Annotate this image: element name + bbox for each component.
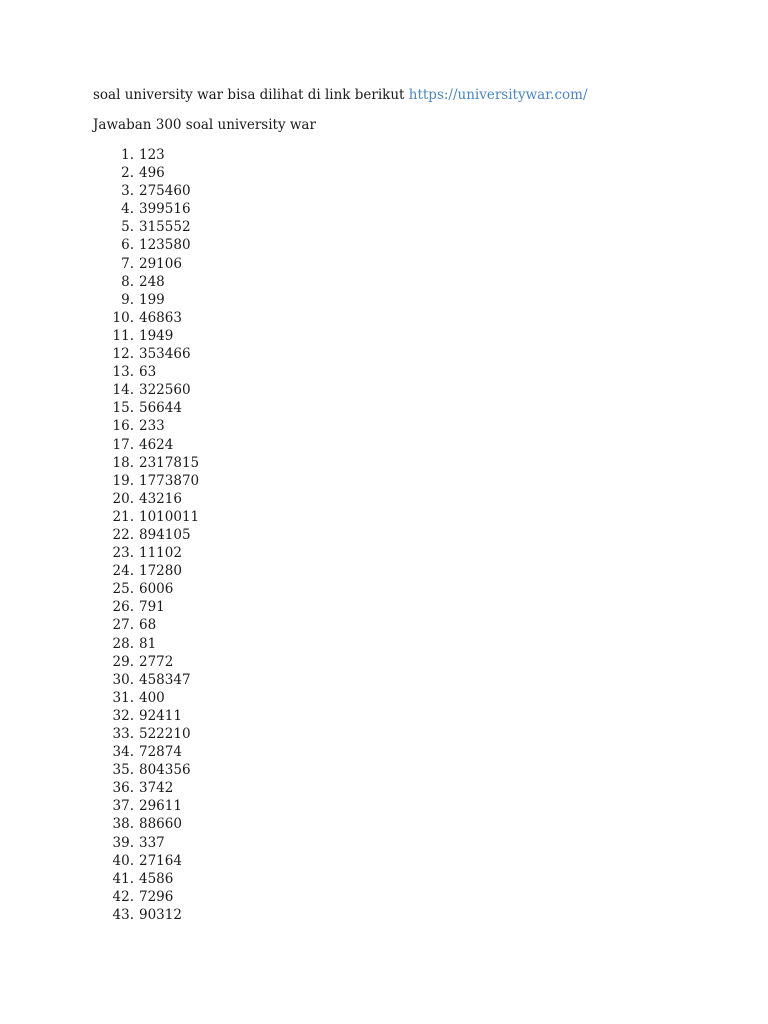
answer-number: 10. bbox=[112, 309, 134, 326]
answer-value: 27164 bbox=[139, 852, 182, 869]
answer-number: 23. bbox=[112, 545, 134, 562]
answer-value: 400 bbox=[139, 689, 165, 706]
answer-value: 63 bbox=[139, 364, 157, 381]
answer-value: 322560 bbox=[139, 382, 191, 399]
answer-value: 72874 bbox=[139, 744, 182, 761]
answer-value: 233 bbox=[139, 418, 165, 435]
answer-value: 458347 bbox=[139, 671, 191, 688]
answer-number: 2. bbox=[121, 165, 134, 182]
answer-value: 123580 bbox=[139, 237, 191, 254]
answer-value: 1949 bbox=[139, 327, 174, 344]
answer-number: 17. bbox=[112, 436, 134, 453]
answer-number: 41. bbox=[112, 870, 134, 887]
answer-number: 25. bbox=[112, 581, 134, 598]
answer-value: 804356 bbox=[139, 762, 191, 779]
answer-number: 4. bbox=[121, 201, 134, 218]
answer-value: 92411 bbox=[139, 707, 182, 724]
answer-number: 34. bbox=[112, 744, 134, 761]
answer-number: 18. bbox=[112, 454, 134, 471]
answer-number: 6. bbox=[121, 237, 134, 254]
answer-value: 2772 bbox=[139, 653, 174, 670]
answer-value: 90312 bbox=[139, 906, 182, 923]
answer-value: 43216 bbox=[139, 490, 182, 507]
answer-number: 14. bbox=[112, 382, 134, 399]
answer-value: 791 bbox=[139, 599, 165, 616]
answer-number: 37. bbox=[112, 798, 134, 815]
answer-value: 88660 bbox=[139, 816, 182, 833]
answer-value: 248 bbox=[139, 273, 165, 290]
answer-value: 1773870 bbox=[139, 472, 200, 489]
answer-value: 2317815 bbox=[139, 454, 200, 471]
answer-value: 522210 bbox=[139, 726, 191, 742]
answer-number: 9. bbox=[121, 291, 134, 308]
answer-number: 19. bbox=[112, 472, 134, 489]
answer-value: 3742 bbox=[139, 780, 174, 797]
intro-text: soal university war bisa dilihat di link berikut bbox=[93, 87, 409, 103]
answer-value: 46863 bbox=[139, 309, 182, 326]
answer-number: 24. bbox=[112, 563, 134, 580]
answer-number: 12. bbox=[112, 346, 134, 363]
answer-number: 5. bbox=[121, 219, 134, 236]
answer-value: 29611 bbox=[139, 798, 182, 815]
answer-number: 42. bbox=[112, 888, 134, 905]
universitywar-link[interactable]: https://universitywar.com/ bbox=[408, 87, 588, 103]
answer-value: 353466 bbox=[139, 346, 191, 363]
intro-paragraph bbox=[93, 86, 588, 104]
answer-number: 39. bbox=[112, 834, 134, 851]
answer-number: 29. bbox=[112, 653, 134, 670]
answer-value: 199 bbox=[139, 291, 165, 308]
answer-value: 4586 bbox=[139, 870, 174, 887]
answer-number: 26. bbox=[112, 599, 134, 616]
answer-number: 36. bbox=[112, 780, 134, 797]
answer-value: 4624 bbox=[139, 436, 174, 453]
answers-heading: Jawaban 300 soal university war bbox=[93, 117, 316, 133]
answer-number: 1. bbox=[121, 147, 134, 163]
answer-value: 123 bbox=[139, 147, 165, 163]
answer-number: 40. bbox=[112, 852, 134, 869]
answer-number: 21. bbox=[112, 508, 134, 525]
answer-number: 3. bbox=[121, 183, 134, 200]
answer-value: 337 bbox=[139, 834, 165, 851]
answer-value: 6006 bbox=[139, 581, 174, 598]
answer-value: 81 bbox=[139, 635, 157, 652]
answer-number: 31. bbox=[112, 689, 134, 706]
answer-number: 15. bbox=[112, 400, 134, 417]
answer-number: 8. bbox=[121, 273, 134, 290]
answer-value: 17280 bbox=[139, 563, 182, 580]
answer-value: 399516 bbox=[139, 201, 191, 218]
answer-number: 7. bbox=[121, 255, 134, 272]
answer-value: 56644 bbox=[139, 400, 182, 417]
answer-number: 11. bbox=[112, 327, 134, 344]
answer-number: 33. bbox=[112, 726, 134, 742]
answer-value: 275460 bbox=[139, 183, 191, 200]
answer-number: 38. bbox=[112, 816, 134, 833]
answer-value: 29106 bbox=[139, 255, 182, 272]
answer-value: 315552 bbox=[139, 219, 191, 236]
answer-number: 16. bbox=[112, 418, 134, 435]
answer-number: 22. bbox=[112, 526, 134, 543]
answer-value: 11102 bbox=[139, 545, 182, 562]
answer-number: 35. bbox=[112, 762, 134, 779]
answer-number: 43. bbox=[112, 906, 134, 923]
answer-value: 496 bbox=[139, 165, 165, 182]
answer-number: 32. bbox=[112, 707, 134, 724]
answer-value: 1010011 bbox=[139, 508, 200, 525]
answer-number: 20. bbox=[112, 490, 134, 507]
answer-value: 7296 bbox=[139, 888, 174, 905]
answer-number: 27. bbox=[112, 617, 134, 634]
answer-value: 68 bbox=[139, 617, 157, 634]
answer-number: 30. bbox=[112, 671, 134, 688]
answer-number: 28. bbox=[112, 635, 134, 652]
answer-value: 894105 bbox=[139, 526, 191, 543]
answer-number: 13. bbox=[112, 364, 134, 381]
